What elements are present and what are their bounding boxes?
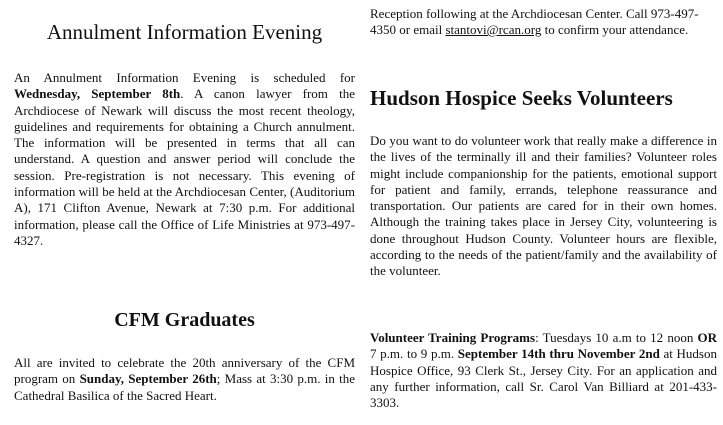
training-text-b: 7 p.m. to 9 p.m. xyxy=(370,346,458,362)
annulment-paragraph xyxy=(14,70,355,249)
annulment-text-b: . A canon lawyer from the Archdiocese of Newark will discuss the most recent theology, guidelines and requirements for obtaining a Church annulment. The information will be presented in terms that all can understand. A question and answer period will conclude the session. Pre-registration is not necessary. This evening of information will be held at the Archdiocesan Center, (Auditorium A), 171 Clifton Avenue, Newark at 7:30 p.m. For additional information, please call the Office of Life Ministries at 973-497-4327. xyxy=(14,86,355,248)
cfm-paragraph xyxy=(14,355,355,404)
email-link[interactable]: stantovi@rcan.org xyxy=(445,22,542,38)
cfm-heading: CFM Graduates xyxy=(114,309,255,331)
cfm-text-a: All are invited to celebrate the 20th anniversary of the CFM program on xyxy=(14,355,355,387)
reception-text-b: to confirm your attendance. xyxy=(541,22,689,38)
annulment-text-a: An Annulment Information Evening is scheduled for xyxy=(14,70,355,85)
training-text-a: : Tuesdays 10 a.m to 12 noon xyxy=(535,330,698,345)
training-dates: September 14th thru November 2nd xyxy=(457,346,660,362)
training-or: OR xyxy=(697,330,718,345)
training-paragraph xyxy=(370,330,717,411)
hospice-heading: Hudson Hospice Seeks Volunteers xyxy=(370,86,673,110)
training-text-c: at Hudson Hospice Office, 93 Clerk St., Jersey City. For an application and any further information, call Sr. Carol Van Billiard at 201-433-3303. xyxy=(370,346,717,411)
hospice-paragraph: Do you want to do volunteer work that really make a difference in the lives of the terminally ill and their families? Volunteer roles might include companionship for the patients, emotional support for patient and family, errands, telephone reassurance and transportation. Our patients are cared for in their own homes. Although the training takes place in Jersey City, volunteering is done throughout Hudson County. Volunteer hours are flexible, according to the needs of the patient/family and the availability of the volunteer. xyxy=(370,133,717,279)
annulment-heading: Annulment Information Evening xyxy=(46,20,323,44)
training-label: Volunteer Training Programs xyxy=(370,330,536,345)
reception-paragraph xyxy=(370,6,717,39)
reception-text-a: Reception following at the Archdiocesan Center. Call 973-497-4350 or email xyxy=(370,6,699,38)
annulment-date: Wednesday, September 8th xyxy=(14,86,181,102)
cfm-text-b: ; Mass at 3:30 p.m. in the Cathedral Basilica of the Sacred Heart. xyxy=(14,371,355,403)
cfm-date: Sunday, September 26th xyxy=(79,371,217,387)
